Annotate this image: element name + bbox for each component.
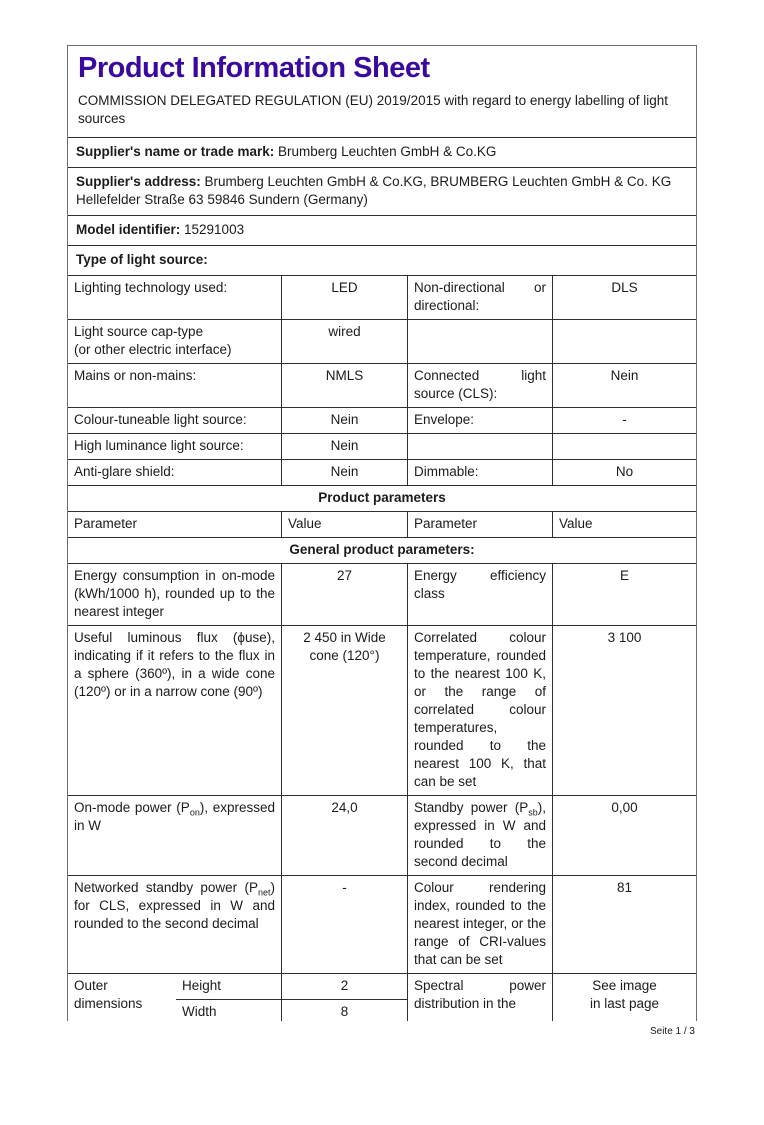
parameter-cell: Energy efficiency class <box>407 564 552 625</box>
model-identifier-value: 15291003 <box>184 222 245 237</box>
value-cell: DLS <box>552 276 696 319</box>
model-identifier-row <box>68 215 696 245</box>
parameter-cell: Anti-glare shield: <box>74 464 175 479</box>
parameter-cell <box>407 320 552 363</box>
supplier-address-label: Supplier's address: <box>76 174 201 189</box>
type-of-light-source-label: Type of light source: <box>76 252 208 267</box>
product-information-sheet <box>67 45 697 1021</box>
table-row <box>68 459 696 485</box>
product-parameters-header: Product parameters <box>68 485 696 511</box>
table-row <box>68 564 696 625</box>
value-cell: E <box>552 564 696 625</box>
value-cell: Value <box>281 512 407 537</box>
type-of-light-source-row <box>68 245 696 275</box>
value-cell: - <box>281 876 407 973</box>
table-row <box>68 512 696 537</box>
parameter-cell: Connected light source (CLS): <box>407 364 552 407</box>
page-number: Seite 1 / 3 <box>649 1026 695 1037</box>
value-cell: Nein <box>552 364 696 407</box>
table-row <box>68 363 696 407</box>
general-parameters-table <box>68 563 696 973</box>
table-row <box>68 319 696 363</box>
parameter-cell: Dimmable: <box>407 460 552 485</box>
value-cell: Nein <box>281 460 407 485</box>
general-product-parameters-header: General product parameters: <box>68 537 696 563</box>
page-title: Product Information Sheet <box>78 52 430 84</box>
supplier-name-value: Brumberg Leuchten GmbH & Co.KG <box>278 144 497 159</box>
value-cell: No <box>552 460 696 485</box>
outer-dimensions-label: Outer dimensions <box>74 978 143 1011</box>
parameter-cell: Correlated colour temperature, rounded to the nearest 100 K, or the range of correlated colour temperatures, rounded to the nearest 100 K, that can be set <box>407 626 552 795</box>
table-row <box>68 625 696 795</box>
table-row <box>68 407 696 433</box>
value-cell: 2 450 in Wide cone (120°) <box>281 626 407 795</box>
spectral-power-parameter: Spectral power distribution in the <box>407 974 552 1021</box>
value-cell: LED <box>281 276 407 319</box>
value-cell <box>552 434 696 459</box>
parameter-cell: Lighting technology used: <box>74 280 228 295</box>
parameter-cell: Standby power $(P_{sb})$, expressed in W and rounded to the second decimal <box>407 796 552 875</box>
value-cell: Nein <box>281 434 407 459</box>
value-cell: 24,0 <box>281 796 407 875</box>
regulation-subtitle: COMMISSION DELEGATED REGULATION (EU) 2019/2015 with regard to energy labelling of light sources <box>78 93 668 126</box>
value-cell: Nein <box>281 408 407 433</box>
light-source-table <box>68 275 696 485</box>
value-cell: 81 <box>552 876 696 973</box>
value-cell: wired <box>281 320 407 363</box>
value-cell: NMLS <box>281 364 407 407</box>
parameter-cell: Envelope: <box>407 408 552 433</box>
supplier-address-value: Brumberg Leuchten GmbH & Co.KG, BRUMBERG Leuchten GmbH & Co. KG Hellefelder Straße 63 59846 Sundern (Germany) <box>76 174 672 207</box>
table-row <box>68 795 696 875</box>
value-cell <box>552 320 696 363</box>
model-identifier-label: Model identifier: <box>76 222 181 237</box>
parameter-cell: High luminance light source: <box>74 438 244 453</box>
parameter-cell: Parameter <box>74 516 138 531</box>
value-cell: 27 <box>281 564 407 625</box>
table-row <box>68 875 696 973</box>
value-cell: 0,00 <box>552 796 696 875</box>
parameter-cell: Energy consumption in on-mode (kWh/1000 h), rounded up to the nearest integer <box>74 568 275 619</box>
dimension-value: 8 <box>281 1000 407 1021</box>
dimension-entry-row <box>176 999 407 1021</box>
dimensions-sub-table <box>176 974 407 1021</box>
parameter-cell: Light source cap-type (or other electric interface) <box>74 324 232 357</box>
supplier-name-label: Supplier's name or trade mark: <box>76 144 275 159</box>
parameter-cell: Networked standby power $(P_{net})$ for CLS, expressed in W and rounded to the second decimal <box>74 880 275 931</box>
table-row <box>68 276 696 319</box>
parameter-cell: On-mode power $(P_{on})$, expressed in W <box>74 800 275 833</box>
parameter-cell: Useful luminous flux (ϕuse), indicating if it refers to the flux in a sphere (360º), in a wide cone (120º) or in a narrow cone (90º) <box>74 630 275 699</box>
value-cell: 3 100 <box>552 626 696 795</box>
value-cell: - <box>552 408 696 433</box>
parameter-cell: Colour rendering index, rounded to the nearest integer, or the range of CRI-values that can be set <box>407 876 552 973</box>
dimension-name: Width <box>182 1004 217 1019</box>
parameter-cell: Colour-tuneable light source: <box>74 412 247 427</box>
dimension-entry-row <box>176 974 407 999</box>
dimension-value: 2 <box>281 974 407 999</box>
spectral-power-value: See image in last page <box>552 974 696 1021</box>
table-row <box>68 433 696 459</box>
column-header-row <box>68 511 696 537</box>
dimension-name: Height <box>182 978 222 993</box>
parameter-cell: Non-directional or directional: <box>407 276 552 319</box>
outer-dimensions-row <box>68 973 696 1021</box>
document-header <box>68 46 696 137</box>
parameter-cell: Parameter <box>407 512 552 537</box>
parameter-cell: Mains or non-mains: <box>74 368 197 383</box>
supplier-name-row <box>68 137 696 167</box>
supplier-address-row <box>68 167 696 215</box>
parameter-cell <box>407 434 552 459</box>
value-cell: Value <box>552 512 696 537</box>
